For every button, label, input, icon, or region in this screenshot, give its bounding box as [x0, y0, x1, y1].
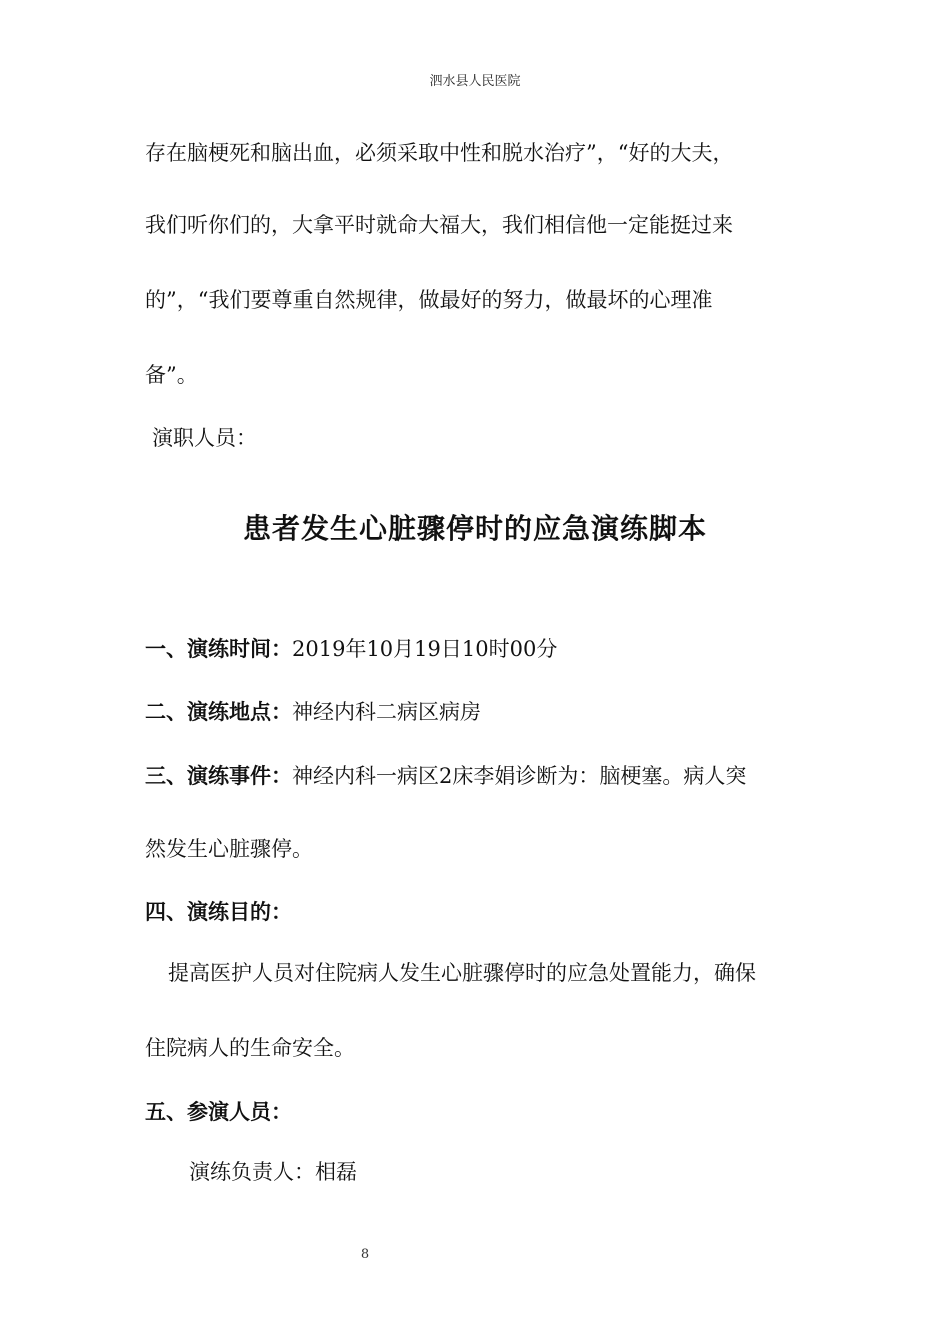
section-value: 神经内科一病区2床李娟诊断为：脑梗塞。病人突	[292, 764, 747, 788]
page-header: 泗水县人民医院	[429, 74, 521, 89]
section-drill-location	[145, 697, 481, 727]
staff-label: 演职人员：	[152, 426, 257, 450]
section-value: 神经内科二病区病房	[292, 700, 481, 724]
section-label: 三、演练事件：	[145, 763, 292, 788]
paragraph-line: 我们听你们的，大拿平时就命大福大，我们相信他一定能挺过来	[145, 213, 733, 237]
document-title: 患者发生心脏骤停时的应急演练脚本	[242, 512, 707, 545]
paragraph-line: 存在脑梗死和脑出血，必须采取中性和脱水治疗”，“好的大夫，	[145, 141, 734, 165]
drill-leader: 演练负责人：相磊	[189, 1160, 357, 1184]
section-label: 一、演练时间：	[145, 636, 292, 661]
section-drill-event-cont: 然发生心脏骤停。	[145, 837, 313, 861]
paragraph-line: 住院病人的生命安全。	[145, 1036, 355, 1060]
section-drill-purpose-label: 四、演练目的：	[145, 899, 292, 924]
section-value: 2019年10月19日10时00分	[292, 637, 558, 661]
paragraph-line: 备”。	[145, 363, 198, 387]
paragraph-line: 的”，“我们要尊重自然规律，做最好的努力，做最坏的心理准	[145, 288, 713, 312]
paragraph-line: 提高医护人员对住院病人发生心脏骤停时的应急处置能力，确保	[168, 961, 756, 985]
page-number: 8	[360, 1247, 370, 1262]
section-drill-time	[145, 634, 557, 664]
section-drill-event	[145, 761, 746, 791]
section-participants-label: 五、参演人员：	[145, 1099, 292, 1124]
section-label: 二、演练地点：	[145, 699, 292, 724]
